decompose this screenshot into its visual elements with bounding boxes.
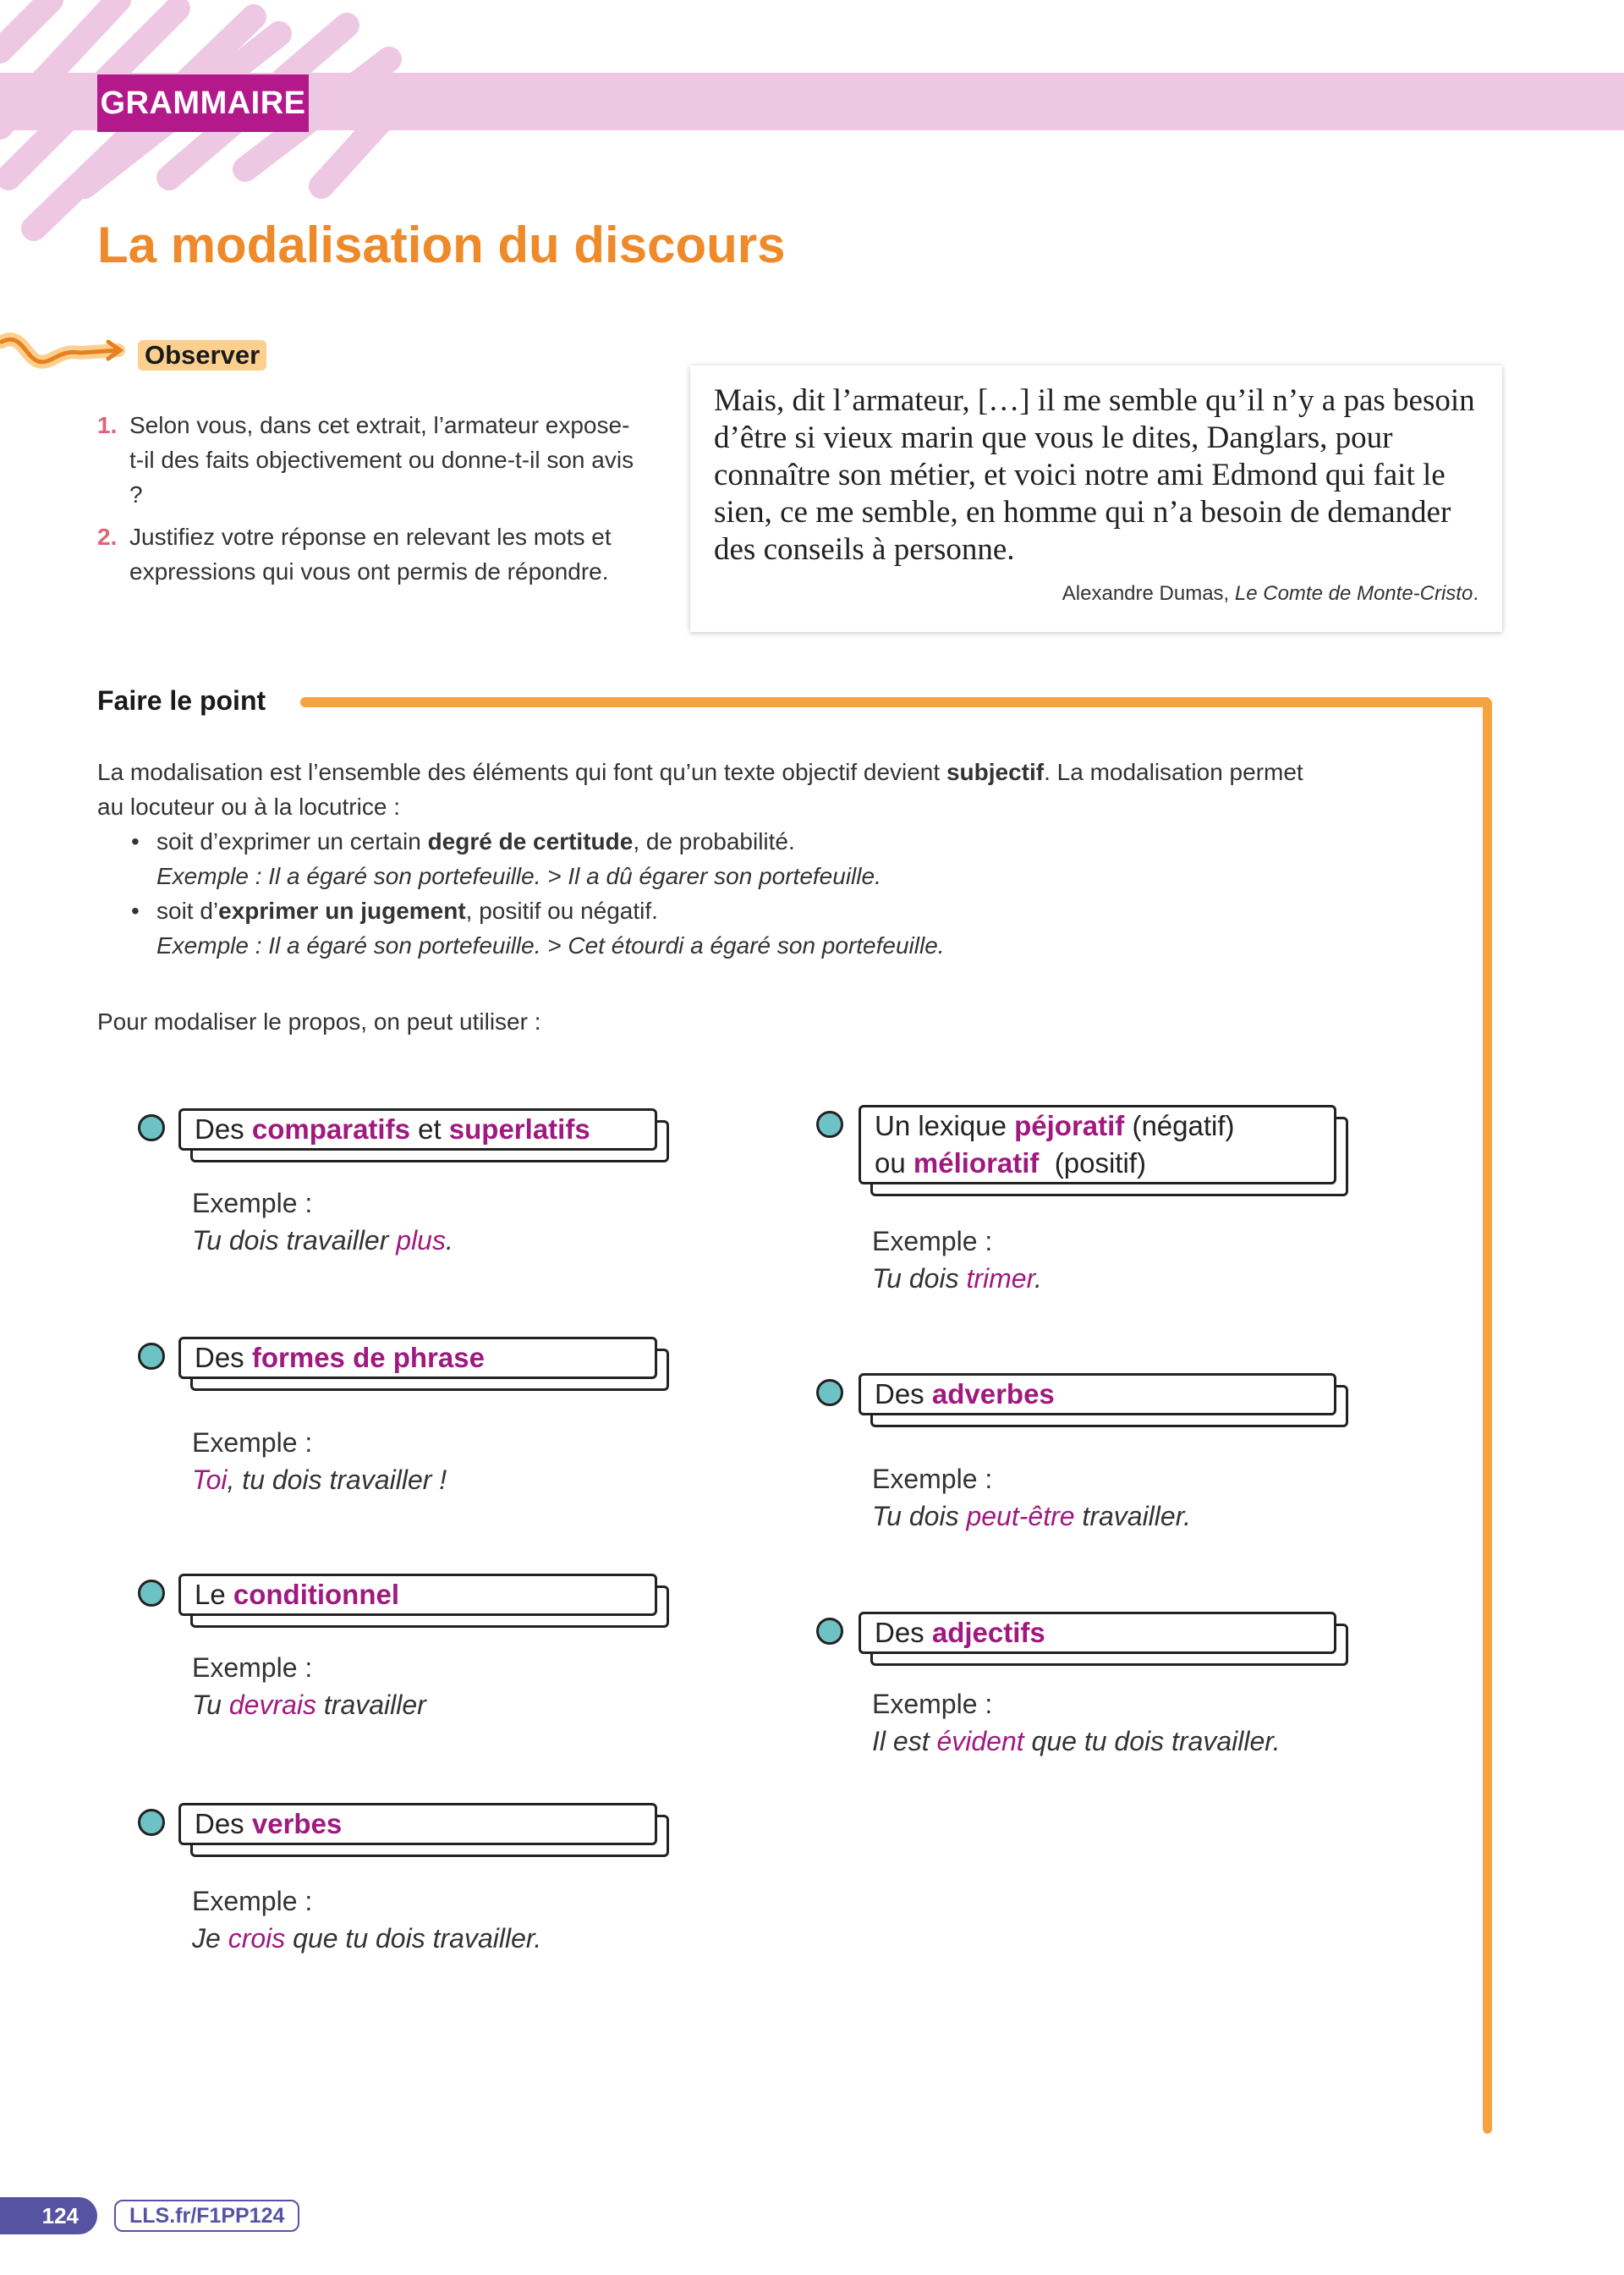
highlighted-term: verbes: [251, 1808, 343, 1839]
section-tag: GRAMMAIRE: [97, 74, 309, 132]
quote-source: [714, 582, 1479, 606]
text: .: [445, 1225, 453, 1256]
text: que tu dois travailler.: [1023, 1726, 1281, 1756]
orange-divider: [300, 697, 1491, 707]
text: , positif ou négatif.: [465, 898, 658, 924]
question-2: [97, 519, 639, 589]
highlighted-term: péjoratif: [1014, 1110, 1125, 1141]
resource-link[interactable]: LLS.fr/F1PP124: [114, 2200, 299, 2232]
modalisation-card: [859, 1373, 1336, 1415]
text: Un lexique: [875, 1110, 1015, 1141]
bullet-circle-icon: [138, 1580, 165, 1607]
example-text: [872, 1501, 1191, 1532]
modalisation-card: [178, 1108, 657, 1151]
text: Tu dois: [872, 1263, 967, 1294]
example-text: [872, 1726, 1281, 1757]
modalisation-card: [859, 1612, 1336, 1654]
text: Il est: [872, 1726, 937, 1756]
highlighted-term: crois: [228, 1923, 286, 1954]
point-text: [97, 755, 1468, 963]
bold-term: exprimer un jugement: [218, 898, 466, 924]
bullet-circle-icon: [816, 1618, 843, 1645]
bullet-item: [97, 893, 1468, 928]
modalisation-card: [178, 1803, 657, 1845]
question-number: 2.: [97, 524, 118, 550]
text: . La modalisation permet: [1044, 759, 1303, 785]
question-1: [97, 408, 639, 512]
highlighted-term: mélioratif: [913, 1147, 1040, 1179]
highlighted-term: trimer: [966, 1263, 1035, 1294]
section-heading: Faire le point: [97, 685, 266, 716]
text: Je: [192, 1923, 228, 1954]
example-label: Exemple :: [192, 1427, 313, 1458]
bullet-item: [97, 824, 1468, 859]
bold-term: subjectif: [946, 759, 1045, 785]
highlighted-term: adverbes: [931, 1378, 1055, 1410]
text: travailler: [316, 1690, 426, 1720]
quote-end: .: [1473, 582, 1479, 605]
bold-term: degré de certitude: [427, 828, 634, 854]
example-text: [192, 1464, 447, 1496]
arrow-icon: [0, 332, 127, 382]
example-label: Exemple :: [192, 1188, 313, 1218]
example-label: Exemple :: [872, 1464, 993, 1494]
intro-text: Pour modaliser le propos, on peut utiliser :: [97, 1008, 541, 1035]
text: , tu dois travailler !: [227, 1464, 447, 1495]
quote-author: Alexandre Dumas,: [1062, 582, 1235, 605]
text: Des: [875, 1617, 932, 1648]
quote-box: [690, 365, 1502, 632]
text: (négatif) ou: [875, 1110, 1235, 1179]
text: La modalisation est l’ensemble des éléments qui font qu’un texte objectif devient: [97, 759, 946, 785]
modalisation-card: [178, 1337, 657, 1379]
highlighted-term: adjectifs: [931, 1617, 1045, 1648]
highlighted-term: Toi: [192, 1464, 228, 1495]
question-text: Selon vous, dans cet extrait, l’armateur expose-t-il des faits objectivement ou donne-t-il son avis ?: [129, 412, 634, 508]
example-text: [192, 1690, 426, 1721]
example-label: Exemple :: [872, 1689, 993, 1719]
example: Exemple : Il a égaré son portefeuille. > Il a dû égarer son portefeuille.: [156, 863, 881, 889]
text: (positif): [1039, 1147, 1146, 1179]
example-text: [192, 1225, 453, 1256]
highlighted-term: comparatifs: [251, 1113, 410, 1145]
example-label: Exemple :: [192, 1886, 313, 1916]
question-text: Justifiez votre réponse en relevant les mots et expressions qui vous ont permis de répondre.: [129, 524, 612, 585]
highlighted-term: évident: [936, 1726, 1024, 1756]
page-title: La modalisation du discours: [97, 217, 786, 273]
text: et: [409, 1113, 449, 1145]
page-number: 124: [0, 2197, 97, 2234]
bullet-circle-icon: [138, 1809, 165, 1836]
paragraph: [97, 755, 1468, 789]
highlighted-term: conditionnel: [233, 1579, 400, 1610]
observer-label: Observer: [138, 340, 266, 371]
quote-work: Le Comte de Monte-Cristo: [1234, 582, 1473, 605]
example: Exemple : Il a égaré son portefeuille. > Cet étourdi a égaré son portefeuille.: [156, 932, 945, 959]
highlighted-term: peut-être: [966, 1501, 1075, 1531]
text: .: [1034, 1263, 1042, 1294]
bullet-circle-icon: [138, 1114, 165, 1141]
highlighted-term: superlatifs: [448, 1113, 590, 1145]
text: travailler.: [1074, 1501, 1192, 1531]
text: soit d’: [156, 898, 219, 924]
text: soit d’exprimer un certain: [156, 828, 428, 854]
example-text: [872, 1263, 1042, 1294]
modalisation-card: [859, 1105, 1336, 1184]
text: Des: [875, 1378, 932, 1410]
text: Le: [195, 1579, 233, 1610]
paragraph: au locuteur ou à la locutrice :: [97, 794, 400, 820]
text: Des: [195, 1342, 252, 1373]
bullet-circle-icon: [816, 1379, 843, 1406]
highlighted-term: formes de phrase: [251, 1342, 485, 1373]
text: que tu dois travailler.: [285, 1923, 542, 1954]
quote-text: Mais, dit l’armateur, […] il me semble qu’il n’y a pas besoin d’être si vieux marin que vous le dites, Danglars, pour connaître son métier, et voici notre ami Edmond qui fait le sien, ce me semble, en homme qui n’a besoin de demander des conseils à personne.: [714, 383, 1475, 567]
text: , de probabilité.: [633, 828, 795, 854]
text: Tu: [192, 1690, 229, 1720]
text: Tu dois travailler: [192, 1225, 397, 1256]
example-label: Exemple :: [192, 1652, 313, 1683]
highlighted-term: devrais: [228, 1690, 317, 1720]
text: Des: [195, 1808, 252, 1839]
orange-vertical-divider: [1483, 699, 1492, 2134]
example-text: [192, 1923, 541, 1954]
modalisation-card: [178, 1574, 657, 1616]
highlighted-term: plus: [396, 1225, 446, 1256]
text: Tu dois: [872, 1501, 967, 1531]
text: Des: [195, 1113, 252, 1145]
bullet-circle-icon: [138, 1343, 165, 1370]
example-label: Exemple :: [872, 1226, 993, 1256]
bullet-circle-icon: [816, 1111, 843, 1138]
question-number: 1.: [97, 412, 118, 438]
